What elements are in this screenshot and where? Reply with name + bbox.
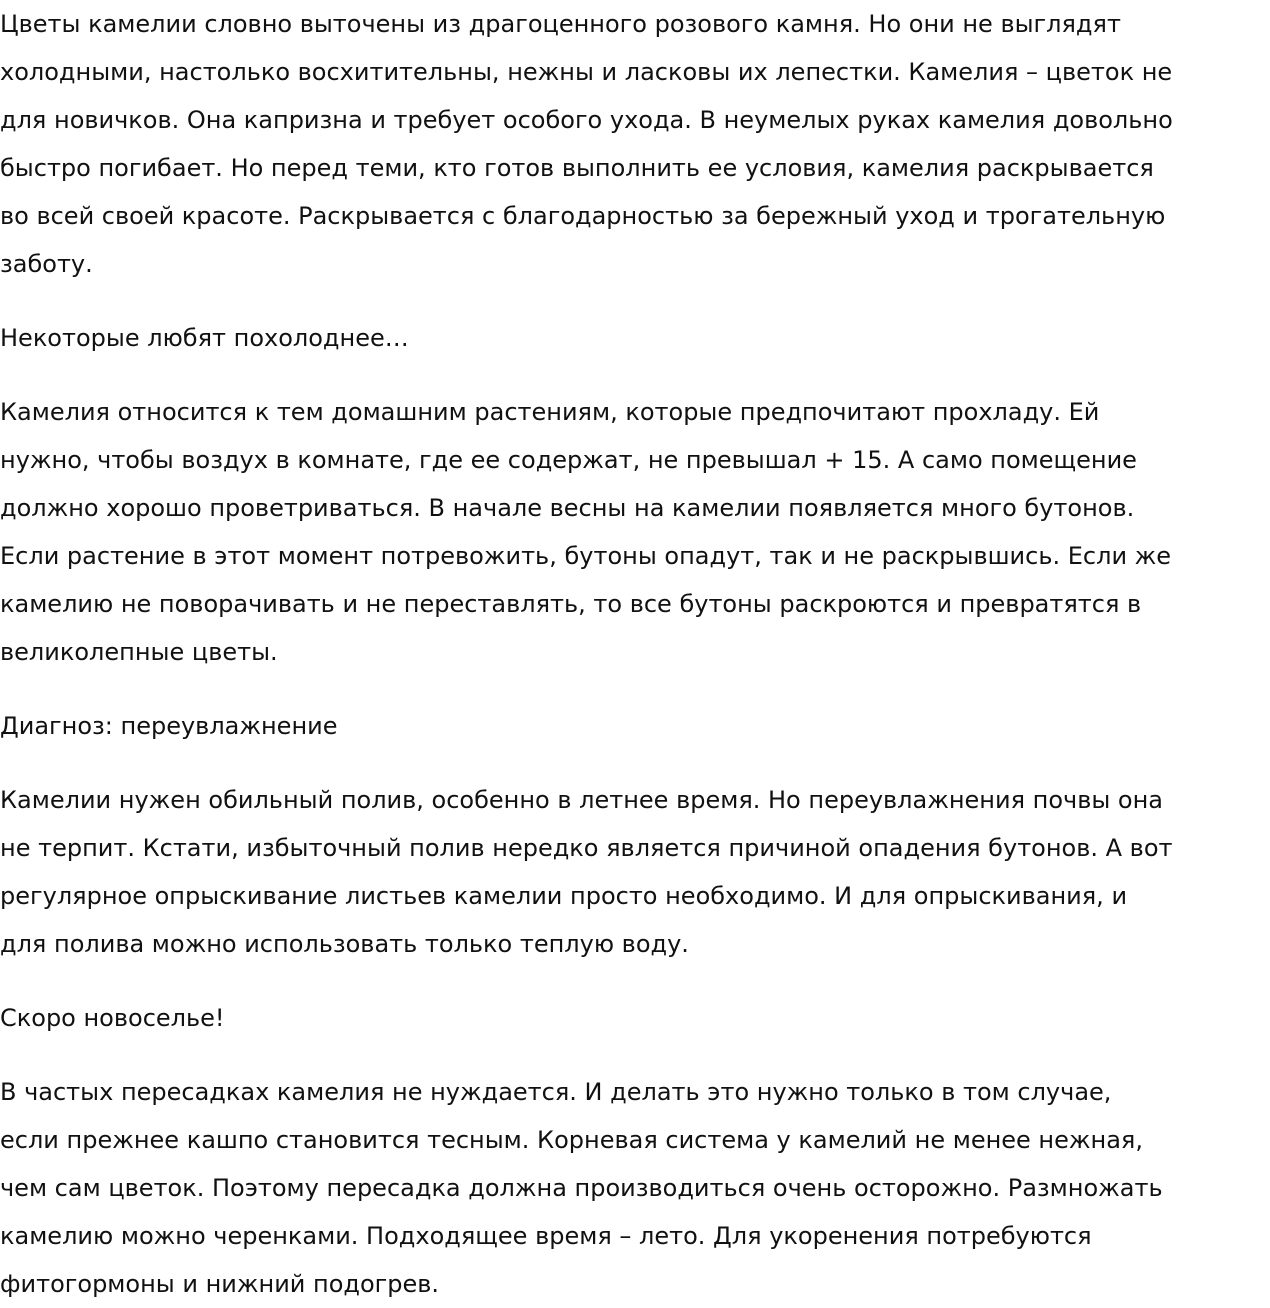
section-heading-cool: Некоторые любят похолоднее…	[0, 324, 409, 352]
section-body-repotting: В частых пересадках камелия не нуждается. И делать это нужно только в том случае, если прежнее кашпо становится тесным. Корневая система у камелий не менее нежная, чем сам цветок. Поэтому пересадка должна производиться очень осторожно. Размножать камелию можно черенками. Подходящее время – лето. Для укоренения потребуются фитогормоны и нижний подогрев.	[0, 1078, 1163, 1298]
section-body-overwatering: Камелии нужен обильный полив, особенно в летнее время. Но переувлажнения почвы она не терпит. Кстати, избыточный полив нередко является причиной опадения бутонов. А вот регулярное опрыскивание листьев камелии просто необходимо. И для опрыскивания, и для полива можно использовать только теплую воду.	[0, 786, 1173, 958]
section-heading-repotting: Скоро новоселье!	[0, 1004, 225, 1032]
section-body-cool: Камелия относится к тем домашним растениям, которые предпочитают прохладу. Ей нужно, чтобы воздух в комнате, где ее содержат, не превышал + 15. А само помещение должно хорошо проветриваться. В начале весны на камелии появляется много бутонов. Если растение в этот момент потревожить, бутоны опадут, так и не раскрывшись. Если же камелию не поворачивать и не переставлять, то все бутоны раскроются и превратятся в великолепные цветы.	[0, 398, 1172, 666]
section-heading-overwatering: Диагноз: переувлажнение	[0, 712, 338, 740]
intro-paragraph: Цветы камелии словно выточены из драгоценного розового камня. Но они не выглядят холодными, настолько восхитительны, нежны и ласковы их лепестки. Камелия – цветок не для новичков. Она капризна и требует особого ухода. В неумелых руках камелия довольно быстро погибает. Но перед теми, кто готов выполнить ее условия, камелия раскрывается во всей своей красоте. Раскрывается с благодарностью за бережный уход и трогательную заботу.	[0, 10, 1173, 278]
